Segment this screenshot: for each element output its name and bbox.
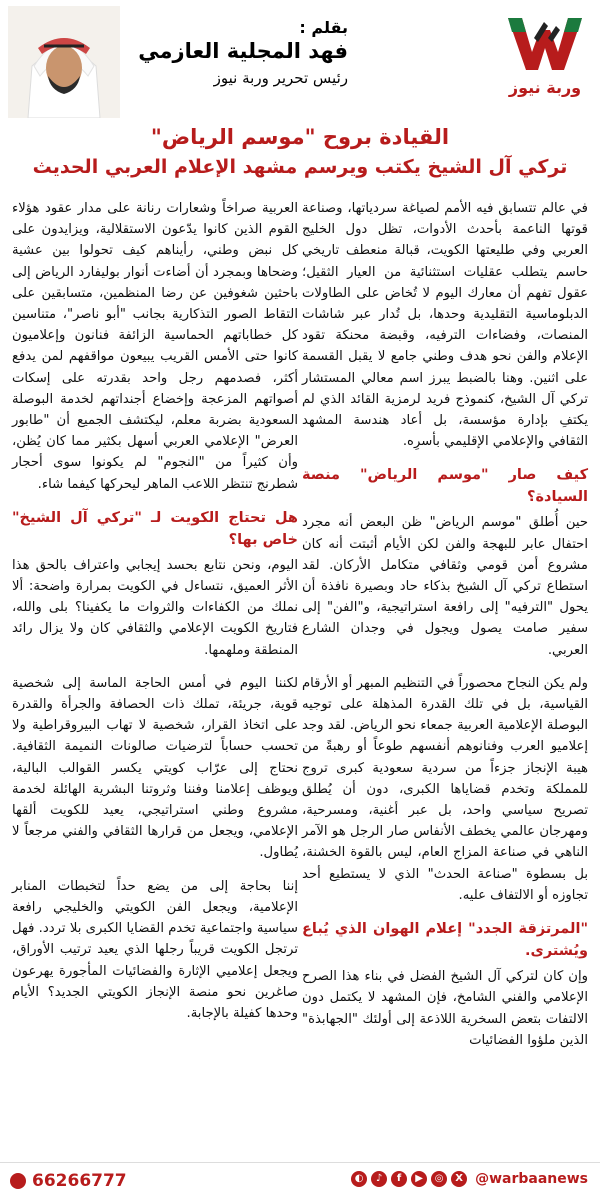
paragraph: وإن كان لتركي آل الشيخ الفضل في بناء هذا الصرح الإعلامي والفني الشامخ، فإن المشهد لا يكتمل دون الالتفات بتعض السخرية اللاذعة إلى أولئك "الجهابذة" الذين ملؤوا الفضائيات <box>302 969 588 1048</box>
paragraph: في عالم تتسابق فيه الأمم لصياغة سردياتها، وصناعة قوتها الناعمة بأحدث الأدوات، تظل دول الخليج العربي وفي طليعتها الكويت، قبالة منعطف تاريخي حاسم يتطلب عقليات استثنائية من العيار الثقيل؛ عقول تفهم أن معارك اليوم لا تُخاض على الطاولات الدبلوماسية التقليدية وحدها، بل تُدار عبر شاشات المنصات، وفضاءات الترفيه، وقبضة محنكة تقود الإعلام والفن نحو هدف وطني جامع لا يقبل القسمة على اثنين. وهنا بالضبط يبرز اسم معالي المستشار تركي آل الشيخ، كنموذج فريد لرمزية القائد الذي لم يكتفِ بإدارة مؤسسة، بل أعاد هندسة المشهد الثقافي والإعلامي الإقليمي بأسرِه. <box>302 201 588 450</box>
logo-w-icon <box>504 12 586 76</box>
section-heading: هل تحتاج الكويت لـ "تركي آل الشيخ" خاص بها؟ <box>12 509 298 548</box>
author-prefix: بقلم : <box>299 18 348 37</box>
author-name: فهد المجلية العازمي <box>138 39 348 63</box>
phone-number: 66266777 <box>32 1171 127 1191</box>
instagram-icon[interactable]: ◎ <box>431 1171 447 1187</box>
whatsapp-icon <box>10 1173 26 1189</box>
author-photo <box>8 6 120 118</box>
social-links <box>351 1171 588 1187</box>
paragraph: لكننا اليوم في أمس الحاجة الماسة إلى شخصية قوية، جريئة، تملك ذات الحصافة والجرأة والقدرة على اتخاذ القرار، شخصية لا تهاب البيروقراطية ولا تحسب حساباً لترضيات صالونات النميمة الثقافية. نحتاج إلى عرّاب كويتي يكسر القوالب البالية، ويوظف إعلامنا وفننا وثروتنا البشرية الهائلة لخدمة مشروع وطني استراتيجي، يعيد للكويت ألقها الإعلامي، ويجعل من قرارها الثقافي والفني مرجعاً لا يُطاول. <box>12 675 298 861</box>
facebook-icon[interactable]: f <box>391 1171 407 1187</box>
author-block <box>128 18 348 87</box>
youtube-icon[interactable]: ▶ <box>411 1171 427 1187</box>
social-handle[interactable]: @warbaanews <box>475 1171 588 1187</box>
header <box>0 0 600 122</box>
article-column-right <box>302 198 588 1063</box>
paragraph: حين أُطلق "موسم الرياض" ظن البعض أنه مجرد احتفال عابر للبهجة والفن لكن الأيام أثبتت أنه كان مشروع أمن قومي وثقافي متكامل الأركان. لقد استطاع تركي آل الشيخ بذكاء حاد وبصيرة نافذة أن يحول "الترفيه" إلى رافعة استراتيجية، و"الفن" إلى سفير صامت يصول ويجول في وجدان الشارع العربي. <box>302 515 588 658</box>
x-icon[interactable]: X <box>451 1171 467 1187</box>
article-column-left <box>12 198 298 1036</box>
author-portrait-icon <box>8 6 120 118</box>
brand-logo[interactable] <box>504 12 586 104</box>
author-role: رئيس تحرير وربة نيوز <box>213 69 348 87</box>
headline <box>0 122 600 182</box>
logo-text: وربة نيوز <box>508 78 582 97</box>
paragraph: ولم يكن النجاح محصوراً في التنظيم المبهر أو الأرقام القياسية، بل في تلك القدرة المذهلة على توجيه البوصلة الإعلامية العربية جمعاء نحو الرياض. لقد وجد إعلاميو العرب وفنانوهم أنفسهم طوعاً أو رهبةً من هيبة الإنجاز جزءاً من سردية سعودية كبرى تروج للمملكة وتخدم قضاياها الكبرى، دون أن يُطلق تصريح سياسي واحد، بل عبر أغنية، ومسرحية، ومهرجان عالمي يخطف الأنفاس صار الرجل هو الآمر الناهي في صناعة المزاج العام، ليس بالقوة الخشنة، بل بسطوة "صناعة الحدث" الذي لا يستطيع أحد تجاوزه أو الالتفاف عليه. <box>302 675 588 903</box>
paragraph: العربية صراخاً وشعارات رنانة على مدار عقود هؤلاء القوم الذين كانوا يدّعون الاستقلالية، ويزايدون على كل نبض وطني، رأيناهم كيف تحولوا بين عشية وضحاها وبمجرد أن أضاءت أنوار بوليفارد الرياض إلى باحثين شغوفين عن رضا المنظمين، متسابقين على التقاط الصور التذكارية بجانب "أبو ناصر"، متناسين كل خطاباتهم الحماسية الزائفة فنانون وإعلاميون كانوا حتى الأمس القريب يبيعون مواقفهم لمن يدفع أكثر، فصدمهم رجل واحد بقدرته على إسكات أصواتهم المزعجة وإخضاع أجنداتهم لخدمة البوصلة السعودية بضربة معلم، ليكتشف الجميع أن "طابور العرض" الإعلامي العربي أسهل بكثير مما كان يُظن، وأن كثيراً من "النجوم" لم يكونوا سوى أحجار شطرنج تنتظر اللاعب الماهر ليحركها كيفما شاء. <box>12 201 298 492</box>
paragraph: اليوم، ونحن نتابع بحسد إيجابي واعتراف بالحق هذا الأثر العميق، نتساءل في الكويت بمرارة واضحة: ألا نملك من الكفاءات والثروات ما يكفينا؟ بلى والله، فتاريخ الكويت الإعلامي والثقافي كان ولا يزال رائد المنطقة وملهمها. <box>12 557 298 658</box>
footer <box>0 1162 600 1201</box>
phone-contact[interactable] <box>10 1171 127 1191</box>
paragraph: إننا بحاجة إلى من يضع حداً لتخبطات المنابر الإعلامية، ويجعل الفن الكويتي والخليجي رافعة سياسية واجتماعية تخدم القضايا الكبرى بلا تردد. فهل ترتجل الكويت قريباً رجلها الذي يعيد ترتيب الأوراق، ويجعل إعلاميي الإثارة والفضائيات المأجورة يهرعون صاغرين نحو منصة الإنجاز الكويتي الجديد؟ الأيام وحدها كفيلة بالإجابة. <box>12 878 298 1021</box>
snapchat-icon[interactable]: ◐ <box>351 1171 367 1187</box>
section-heading: كيف صار "موسم الرياض" منصة السيادة؟ <box>302 467 588 506</box>
headline-line-1: القيادة بروح "موسم الرياض" <box>150 125 450 149</box>
tiktok-icon[interactable]: ♪ <box>371 1171 387 1187</box>
headline-line-2: تركي آل الشيخ يكتب ويرسم مشهد الإعلام العربي الحديث <box>32 156 568 178</box>
section-heading: "المرتزقة الجدد" إعلام الهوان الذي يُباع ويُشترى. <box>302 921 588 960</box>
